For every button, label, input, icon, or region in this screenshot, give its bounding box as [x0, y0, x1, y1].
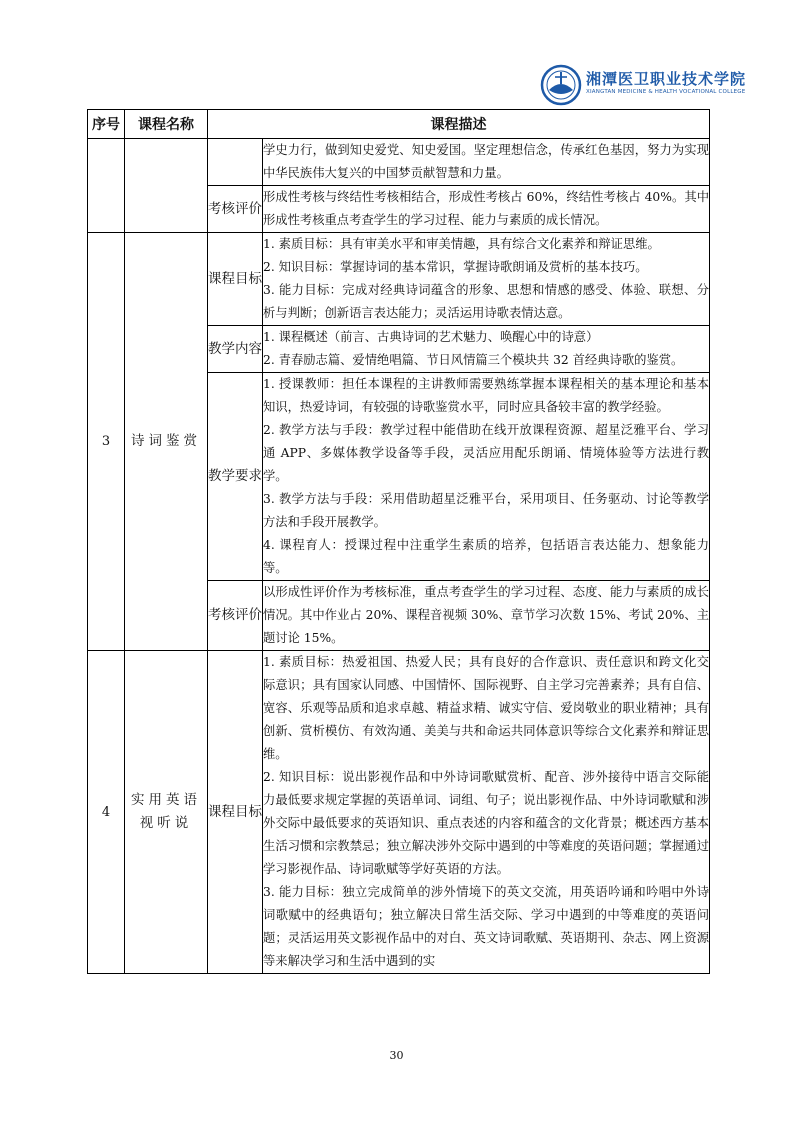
course4-goal-desc — [263, 651, 710, 974]
course3-name: 诗词鉴赏 — [125, 233, 208, 651]
list-item: 1. 授课教师：担任本课程的主讲教师需要熟练掌握本课程相关的基本理论和基本知识，热爱诗词，有较强的诗歌鉴赏水平，同时应具备较丰富的教学经验。 — [263, 377, 709, 414]
list-item: 1. 素质目标：热爱祖国、热爱人民；具有良好的合作意识、责任意识和跨文化交际意识；具有国家认同感、中国情怀、国际视野、自主学习完善素养；具有自信、宽容、乐观等品质和追求卓越、精益求精、诚实守信、爱岗敬业的职业精神；具有创新、赏析模仿、有效沟通、美美与共和命运共同体意识等综合文化素养和辩证思维。 — [263, 655, 709, 761]
prev-cont-label-cell — [208, 139, 263, 186]
prev-assess-label: 考核评价 — [208, 186, 263, 233]
list-item: 1. 课程概述（前言、古典诗词的艺术魅力、唤醒心中的诗意） — [263, 330, 599, 344]
logo-english-name: XIANGTAN MEDICINE & HEALTH VOCATIONAL COLLEGE — [586, 89, 746, 95]
course3-content-desc — [263, 326, 710, 373]
course3-req-label: 教学要求 — [208, 373, 263, 581]
course4-name: 实用英语视听说 — [125, 651, 208, 974]
header-no: 序号 — [88, 110, 125, 139]
course3-goal-desc — [263, 233, 710, 326]
course3-goal-label: 课程目标 — [208, 233, 263, 326]
table-row — [88, 651, 710, 974]
list-item: 4. 课程育人：授课过程中注重学生素质的培养，包括语言表达能力、想象能力等。 — [263, 538, 709, 575]
list-item: 2. 知识目标：说出影视作品和中外诗词歌赋赏析、配音、涉外接待中语言交际能力最低要求规定掌握的英语单词、词组、句子；说出影视作品、中外诗词歌赋和涉外交际中最低要求的英语知识、重点表述的内容和蕴含的文化背景；概述西方基本生活习惯和宗教禁忌；独立解决涉外交际中遇到的中等难度的英语问题；掌握通过学习影视作品、诗词歌赋等学好英语的方法。 — [263, 770, 709, 876]
list-item: 3. 教学方法与手段：采用借助超星泛雅平台，采用项目、任务驱动、讨论等教学方法和手段开展教学。 — [263, 492, 709, 529]
header-course-name: 课程名称 — [125, 110, 208, 139]
table-row — [88, 139, 710, 186]
course4-no: 4 — [88, 651, 125, 974]
course3-no: 3 — [88, 233, 125, 651]
list-item: 3. 能力目标：独立完成简单的涉外情境下的英文交流，用英语吟诵和吟唱中外诗词歌赋中的经典语句；独立解决日常生活交际、学习中遇到的中等难度的英语问题；灵活运用英文影视作品中的对白、英文诗词歌赋、英语期刊、杂志、网上资源等来解决学习和生活中遇到的实 — [263, 885, 709, 968]
prev-course-no-cell — [88, 139, 125, 233]
table-header-row — [88, 110, 710, 139]
header-course-desc: 课程描述 — [208, 110, 710, 139]
college-emblem-icon — [540, 64, 582, 106]
course-table — [87, 109, 710, 974]
list-item: 2. 知识目标：掌握诗词的基本常识，掌握诗歌朗诵及赏析的基本技巧。 — [263, 260, 648, 274]
list-item: 1. 素质目标：具有审美水平和审美情趣，具有综合文化素养和辩证思维。 — [263, 237, 660, 251]
page-number: 30 — [389, 1049, 404, 1062]
course3-assess-label: 考核评价 — [208, 581, 263, 651]
course3-assess-text: 以形成性评价作为考核标准，重点考查学生的学习过程、态度、能力与素质的成长情况。其中作业占 20%、课程音视频 30%、章节学习次数 15%、考试 20%、主题讨论 15%。 — [263, 581, 710, 651]
table-row — [88, 233, 710, 326]
course3-content-label: 教学内容 — [208, 326, 263, 373]
logo-chinese-name: 湘潭医卫职业技术学院 — [586, 70, 747, 88]
course3-req-desc — [263, 373, 710, 581]
list-item: 3. 能力目标：完成对经典诗词蕴含的形象、思想和情感的感受、体验、联想、分析与判断；创新语言表达能力；灵活运用诗歌表情达意。 — [263, 283, 709, 320]
course4-goal-label: 课程目标 — [208, 651, 263, 974]
prev-assess-text: 形成性考核与终结性考核相结合，形成性考核占 60%，终结性考核占 40%。其中形成性考核重点考查学生的学习过程、能力与素质的成长情况。 — [263, 186, 710, 233]
prev-course-cont-text: 学史力行，做到知史爱党、知史爱国。坚定理想信念，传承红色基因，努力为实现中华民族伟大复兴的中国梦贡献智慧和力量。 — [263, 139, 710, 186]
list-item: 2. 教学方法与手段：教学过程中能借助在线开放课程资源、超星泛雅平台、学习通 APP、多媒体教学设备等手段，灵活应用配乐朗诵、情境体验等方法进行教学。 — [263, 423, 709, 483]
list-item: 2. 青春励志篇、爱情绝唱篇、节日风情篇三个模块共 32 首经典诗歌的鉴赏。 — [263, 353, 684, 367]
prev-course-name-cell — [125, 139, 208, 233]
college-logo — [540, 64, 747, 108]
